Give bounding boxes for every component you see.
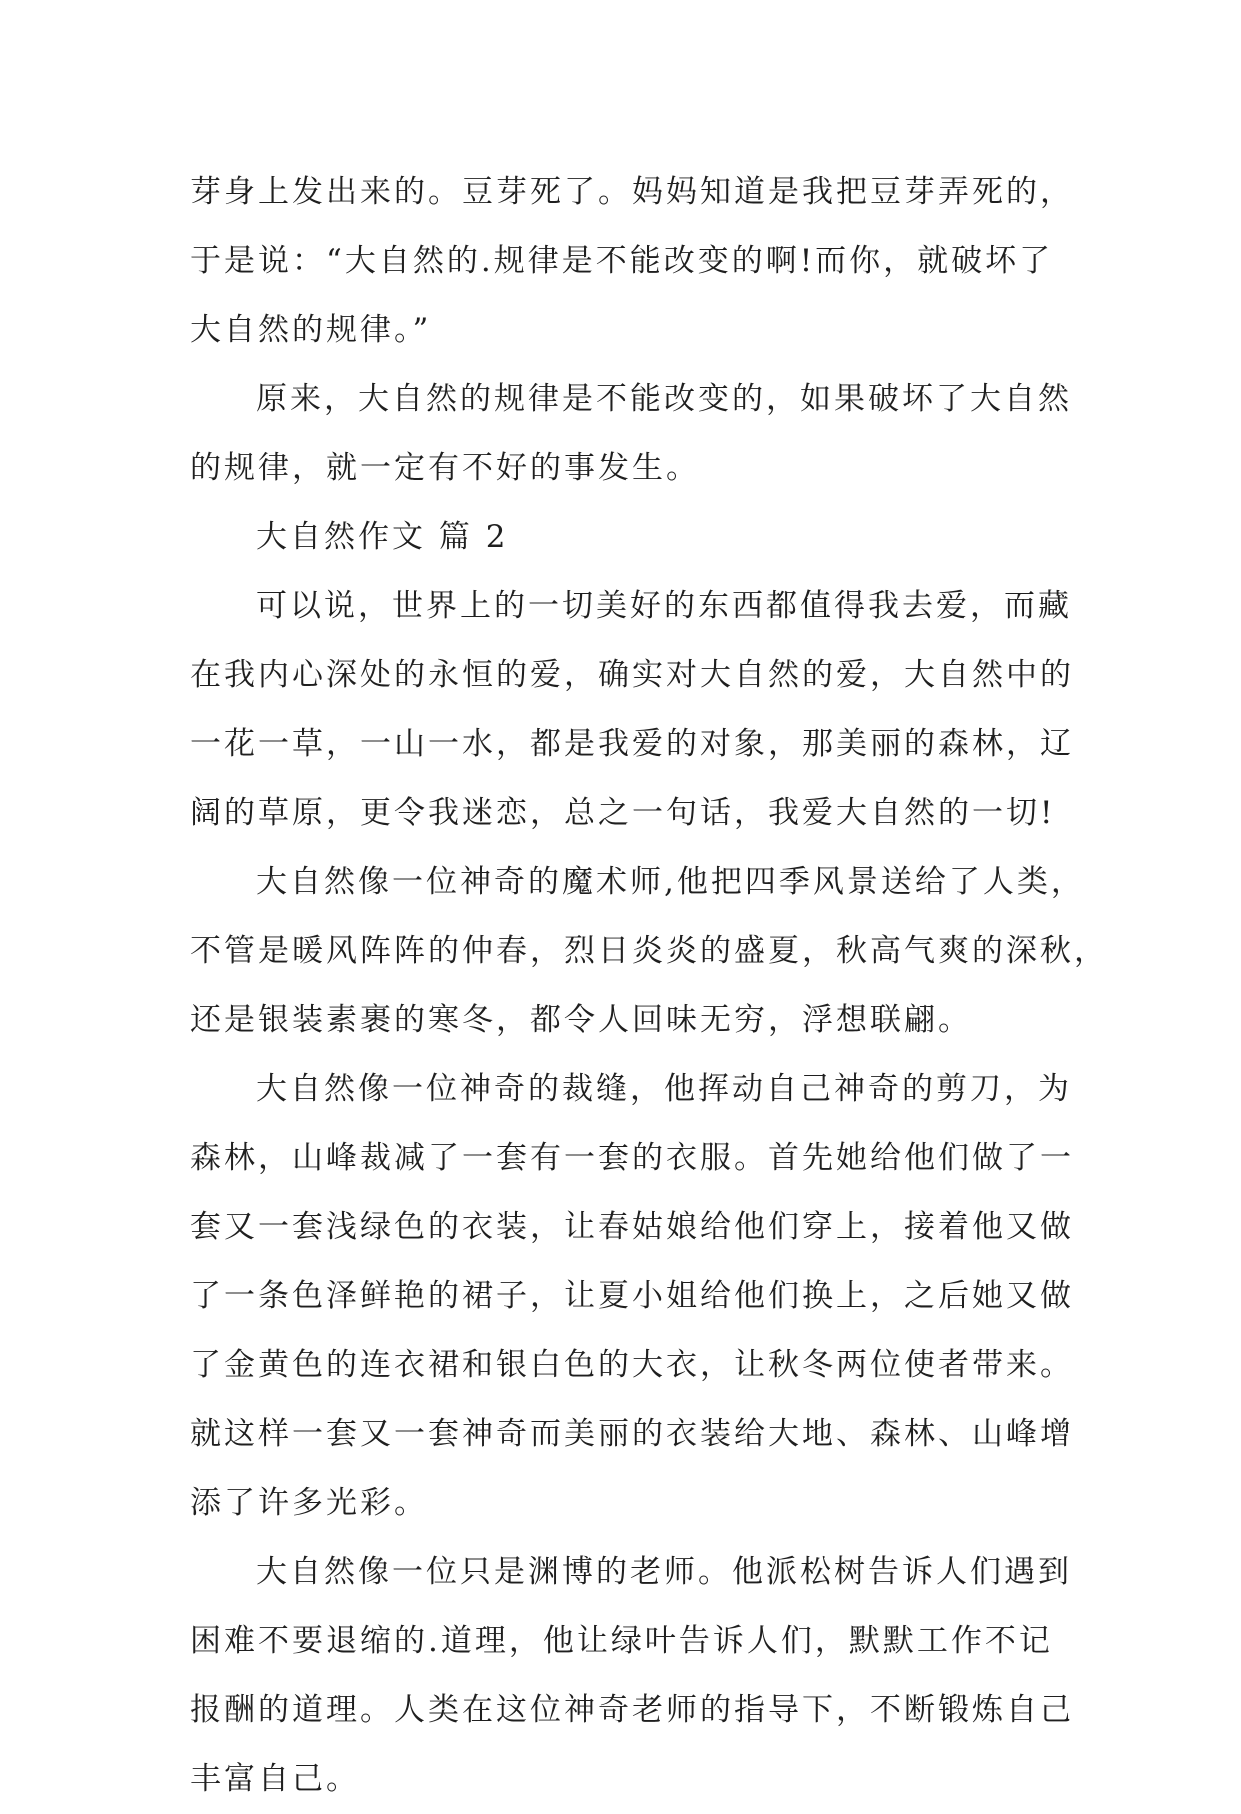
text-line: 森林，山峰裁减了一套有一套的衣服。首先她给他们做了一: [190, 1140, 1074, 1176]
text-line: 了金黄色的连衣裙和银白色的大衣，让秋冬两位使者带来。: [190, 1347, 1074, 1383]
text-line: 一花一草，一山一水，都是我爱的对象，那美丽的森林，辽: [190, 726, 1074, 762]
text-line: 大自然的规律。”: [190, 312, 432, 348]
document-body: [190, 158, 1108, 1814]
section-heading: 大自然作文 篇 2: [256, 519, 509, 555]
text-line: 不管是暖风阵阵的仲春，烈日炎炎的盛夏，秋高气爽的深秋，: [190, 933, 1108, 969]
text-line: 还是银装素裹的寒冬，都令人回味无穷，浮想联翩。: [190, 1002, 972, 1038]
text-line: 于是说：“大自然的.规律是不能改变的啊!而你，就破坏了: [190, 243, 1054, 279]
paragraph-start-line: 可以说，世界上的一切美好的东西都值得我去爱，而藏: [256, 588, 1072, 624]
text-line: 添了许多光彩。: [190, 1485, 428, 1521]
paragraph-start-line: 大自然像一位神奇的魔术师,他把四季风景送给了人类，: [256, 864, 1085, 900]
text-line: 困难不要退缩的.道理，他让绿叶告诉人们，默默工作不记: [190, 1623, 1053, 1659]
text-line: 了一条色泽鲜艳的裙子，让夏小姐给他们换上，之后她又做: [190, 1278, 1074, 1314]
paragraph-start-line: 大自然像一位神奇的裁缝，他挥动自己神奇的剪刀，为: [256, 1071, 1072, 1107]
text-line: 的规律，就一定有不好的事发生。: [190, 450, 700, 486]
text-line: 阔的草原，更令我迷恋，总之一句话，我爱大自然的一切!: [190, 795, 1056, 831]
paragraph-start-line: 原来，大自然的规律是不能改变的，如果破坏了大自然: [256, 381, 1072, 417]
text-line: 套又一套浅绿色的衣装，让春姑娘给他们穿上，接着他又做: [190, 1209, 1074, 1245]
text-line: 报酬的道理。人类在这位神奇老师的指导下，不断锻炼自己: [190, 1692, 1074, 1728]
text-line: 就这样一套又一套神奇而美丽的衣装给大地、森林、山峰增: [190, 1416, 1074, 1452]
text-line: 丰富自己。: [190, 1761, 360, 1797]
paragraph-start-line: 大自然像一位只是渊博的老师。他派松树告诉人们遇到: [256, 1554, 1072, 1590]
text-line: 芽身上发出来的。豆芽死了。妈妈知道是我把豆芽弄死的，: [190, 174, 1074, 210]
text-line: 在我内心深处的永恒的爱，确实对大自然的爱，大自然中的: [190, 657, 1074, 693]
